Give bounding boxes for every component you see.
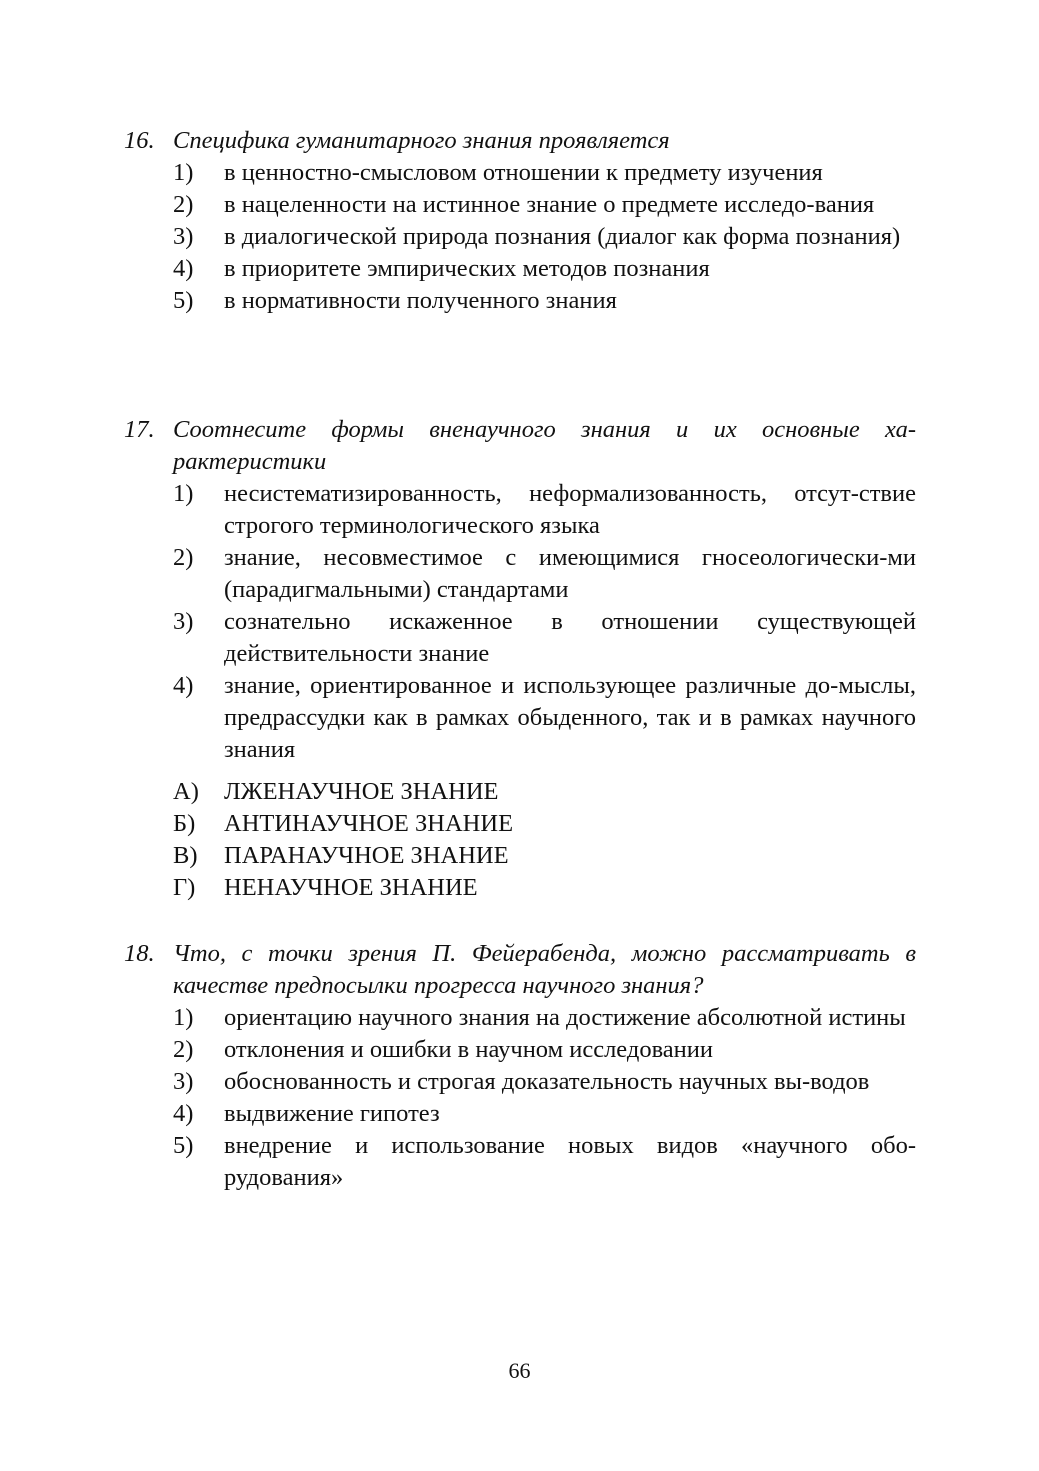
option-text: в нормативности полученного знания — [224, 287, 617, 314]
match-text: ПАРАНАУЧНОЕ ЗНАНИЕ — [224, 842, 509, 869]
option-text: в ценностно-смысловом отношении к предмету изучения — [224, 159, 823, 186]
option-text: несистематизированность, неформализованность, отсут-ствие строгого терминологического языка — [224, 480, 916, 539]
option-item — [173, 606, 916, 670]
option-number: 2) — [173, 1036, 194, 1063]
options-list — [124, 478, 916, 766]
question-18 — [124, 938, 916, 1194]
option-item — [173, 1002, 916, 1034]
option-item — [173, 1098, 916, 1130]
question-text: Специфика гуманитарного знания проявляется — [173, 127, 670, 154]
match-item — [173, 776, 916, 808]
match-item — [173, 808, 916, 840]
option-text: в приоритете эмпирических методов познания — [224, 255, 710, 282]
option-number: 4) — [173, 255, 194, 282]
option-number: 4) — [173, 1100, 194, 1127]
option-item — [173, 1130, 916, 1194]
option-text: ориентацию научного знания на достижение абсолютной истины — [224, 1004, 906, 1031]
match-letter: Б) — [173, 810, 196, 837]
option-text: знание, ориентированное и использующее различные до-мыслы, предрассудки как в рамках обыденного, так и в рамках научного знания — [224, 672, 916, 763]
option-item — [173, 189, 916, 221]
match-item — [173, 840, 916, 872]
option-item — [173, 285, 916, 317]
option-item — [173, 670, 916, 766]
option-item — [173, 221, 916, 253]
option-item — [173, 157, 916, 189]
option-text: внедрение и использование новых видов «научного обо-рудования» — [224, 1132, 916, 1191]
option-text: обоснованность и строгая доказательность научных вы-водов — [224, 1068, 870, 1095]
option-item — [173, 478, 916, 542]
match-letter: Г) — [173, 874, 196, 901]
option-item — [173, 253, 916, 285]
question-heading — [124, 125, 916, 157]
option-number: 2) — [173, 544, 194, 571]
match-letter: А) — [173, 778, 199, 805]
question-heading — [124, 938, 916, 1002]
option-text: сознательно искаженное в отношении существующей действительности знание — [224, 608, 916, 667]
option-number: 3) — [173, 608, 194, 635]
match-item — [173, 872, 916, 904]
option-text: выдвижение гипотез — [224, 1100, 440, 1127]
match-text: НЕНАУЧНОЕ ЗНАНИЕ — [224, 874, 478, 901]
option-text: отклонения и ошибки в научном исследовании — [224, 1036, 714, 1063]
question-17 — [124, 414, 916, 904]
match-text: ЛЖЕНАУЧНОЕ ЗНАНИЕ — [224, 778, 499, 805]
question-16 — [124, 125, 916, 317]
question-heading — [124, 414, 916, 478]
options-list — [124, 1002, 916, 1194]
option-item — [173, 542, 916, 606]
match-list — [124, 776, 916, 904]
option-number: 1) — [173, 1004, 194, 1031]
question-text: Соотнесите формы вненаучного знания и их основные ха-рактеристики — [173, 416, 916, 475]
page-number: 66 — [508, 1358, 531, 1383]
question-number: 16. — [124, 127, 155, 154]
option-number: 3) — [173, 223, 194, 250]
option-number: 5) — [173, 287, 194, 314]
question-text: Что, с точки зрения П. Фейерабенда, можно рассматривать в качестве предпосылки прогресса научного знания? — [173, 940, 916, 999]
option-number: 1) — [173, 159, 194, 186]
option-item — [173, 1034, 916, 1066]
question-number: 17. — [124, 416, 155, 443]
option-number: 3) — [173, 1068, 194, 1095]
option-number: 1) — [173, 480, 194, 507]
option-text: знание, несовместимое с имеющимися гносеологически-ми (парадигмальными) стандартами — [224, 544, 916, 603]
option-number: 4) — [173, 672, 194, 699]
option-number: 2) — [173, 191, 194, 218]
option-number: 5) — [173, 1132, 194, 1159]
match-letter: В) — [173, 842, 198, 869]
option-text: в диалогической природа познания (диалог как форма познания) — [224, 223, 901, 250]
option-text: в нацеленности на истинное знание о предмете исследо-вания — [224, 191, 875, 218]
option-item — [173, 1066, 916, 1098]
options-list — [124, 157, 916, 317]
match-text: АНТИНАУЧНОЕ ЗНАНИЕ — [224, 810, 514, 837]
question-number: 18. — [124, 940, 155, 967]
